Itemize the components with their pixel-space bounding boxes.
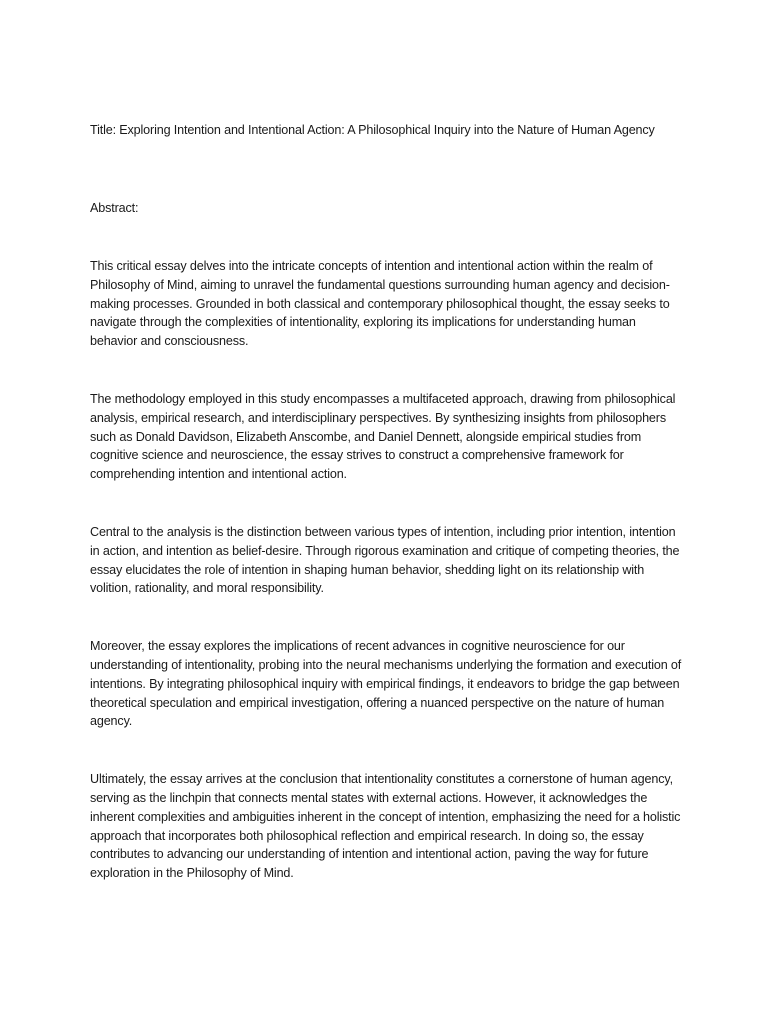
abstract-heading: Abstract: — [90, 201, 139, 215]
document-title: Title: Exploring Intention and Intentional Action: A Philosophical Inquiry into the Nature of Human Agency — [90, 123, 655, 137]
document-body — [90, 121, 682, 881]
paragraph-4: Moreover, the essay explores the implications of recent advances in cognitive neuroscience for our understanding of intentionality, probing into the neural mechanisms underlying the formation and execution of intentions. By integrating philosophical inquiry with empirical findings, it endeavors to bridge the gap between theoretical speculation and empirical investigation, offering a nuanced perspective on the nature of human agency. — [90, 639, 682, 729]
paragraph-2: The methodology employed in this study encompasses a multifaceted approach, drawing from philosophical analysis, empirical research, and interdisciplinary perspectives. By synthesizing insights from philosophers such as Donald Davidson, Elizabeth Anscombe, and Daniel Dennett, alongside empirical studies from cognitive science and neuroscience, the essay strives to construct a comprehensive framework for comprehending intention and intentional action. — [90, 391, 676, 482]
abstract-paragraphs — [90, 257, 682, 922]
paragraph-5: Ultimately, the essay arrives at the conclusion that intentionality constitutes a cornerstone of human agency, serving as the linchpin that connects mental states with external actions. However, it acknowledges the inherent complexities and ambiguities inherent in the concept of intention, emphasizing the need for a holistic approach that incorporates both philosophical reflection and empirical research. In doing so, the essay contributes to advancing our understanding of intention and intentional action, paving the way for future exploration in the Philosophy of Mind. — [90, 772, 681, 881]
paragraph-1: This critical essay delves into the intricate concepts of intention and intentional action within the realm of Philosophy of Mind, aiming to unravel the fundamental questions surrounding human agency and decision-making processes. Grounded in both classical and contemporary philosophical thought, the essay seeks to navigate through the complexities of intentionality, exploring its implications for understanding human behavior and consciousness. — [90, 259, 670, 349]
paragraph-3: Central to the analysis is the distinction between various types of intention, including prior intention, intention in action, and intention as belief-desire. Through rigorous examination and critique of competing theories, the essay elucidates the role of intention in shaping human behavior, shedding light on its relationship with volition, rationality, and moral responsibility. — [90, 524, 680, 596]
